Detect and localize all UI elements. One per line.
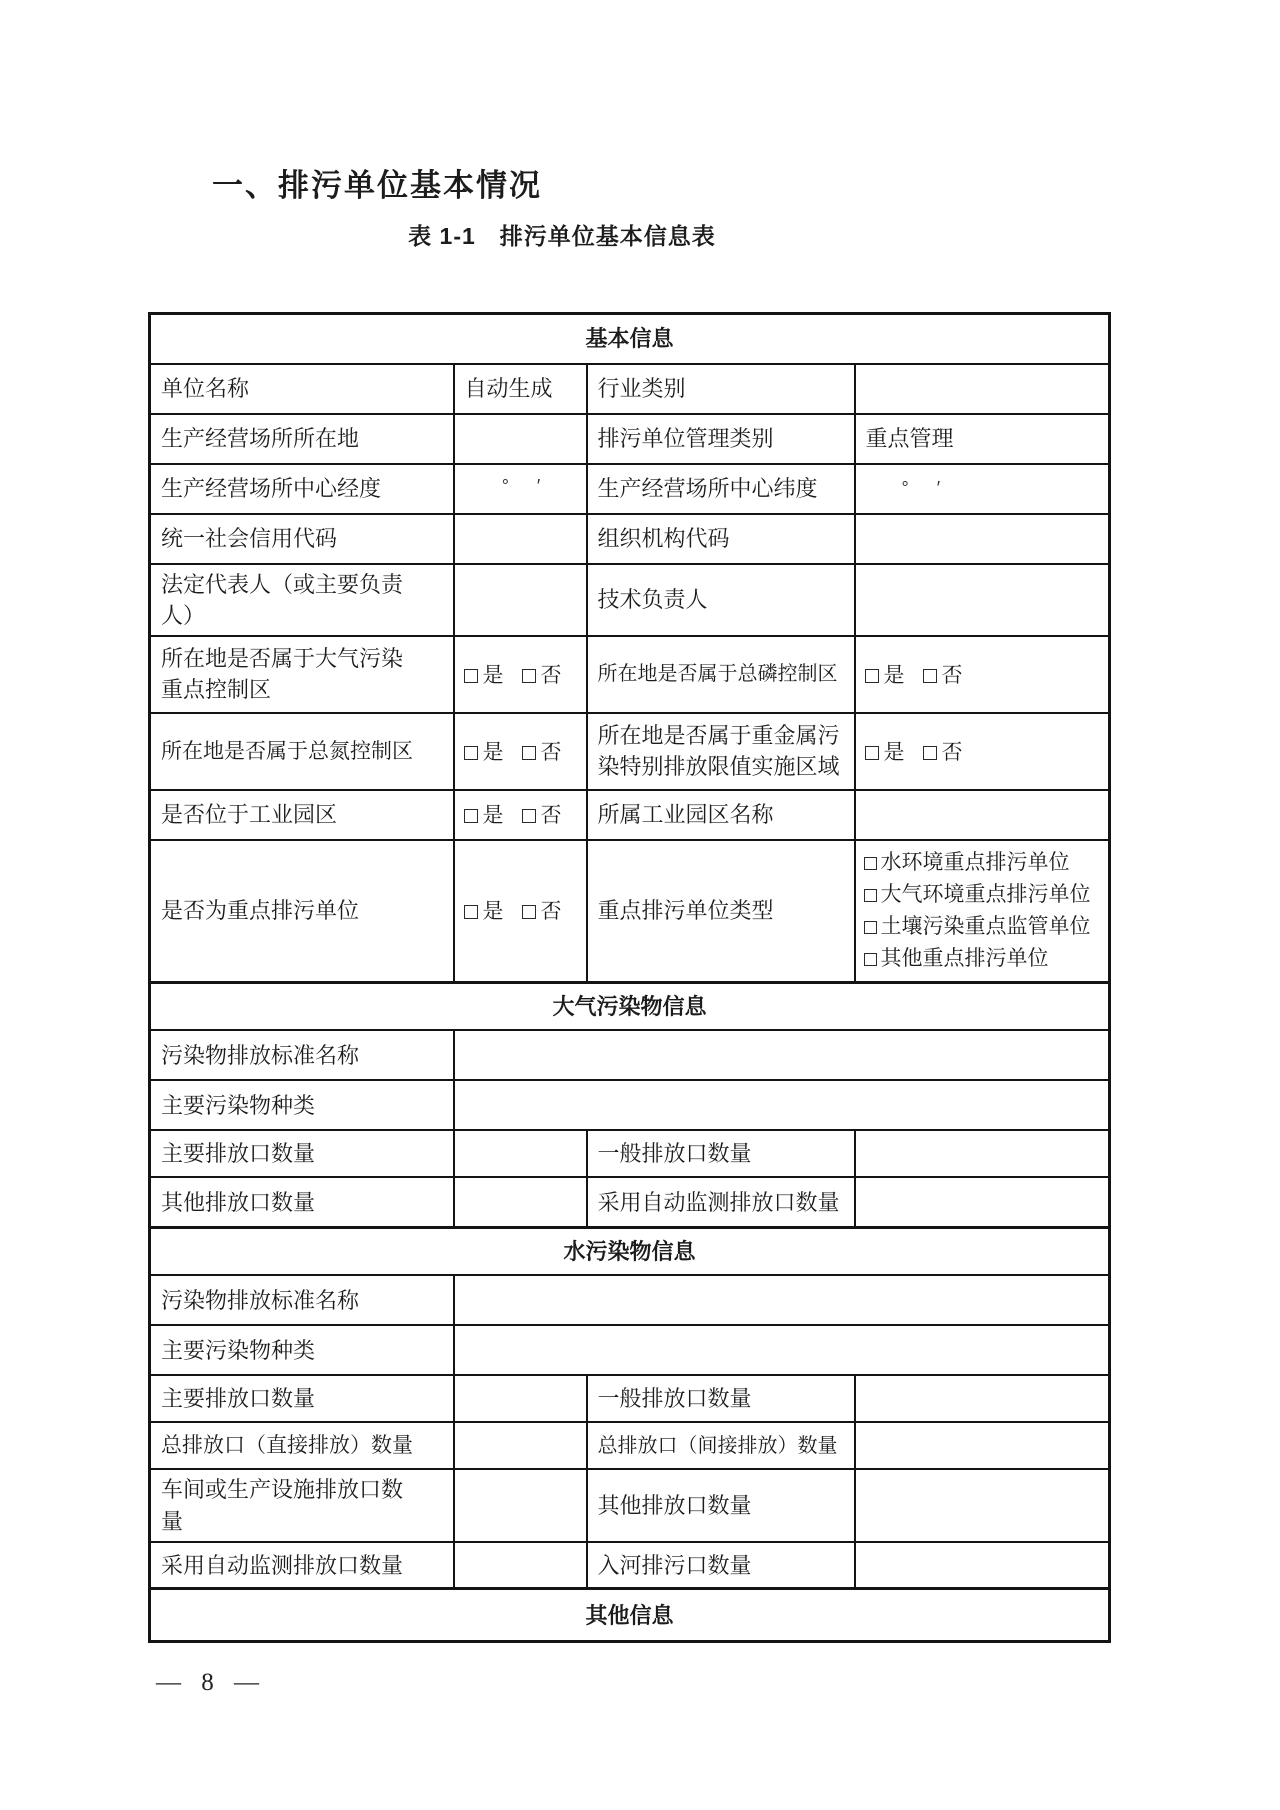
- value-water-river-outlet-count: [855, 1542, 1110, 1589]
- no-label: 否: [540, 804, 562, 828]
- yes-label: 是: [482, 663, 504, 687]
- value-center-latitude: [855, 464, 1110, 514]
- checkbox-yes-icon[interactable]: [464, 809, 478, 823]
- option-soil-key-unit: [864, 911, 1105, 943]
- label-water-auto-monitor-outlet-count: 采用自动监测排放口数量: [150, 1542, 454, 1589]
- value-water-main-pollutant-types: [454, 1325, 1110, 1375]
- degree-symbol: °: [501, 475, 509, 496]
- value-air-auto-monitor-outlet-count: [855, 1177, 1110, 1227]
- option-label: 土壤污染重点监管单位: [880, 914, 1091, 938]
- label-water-total-direct-count: 总排放口（直接排放）数量: [150, 1422, 454, 1469]
- label-industrial-park-name: 所属工业园区名称: [587, 790, 855, 840]
- label-heavy-metal-zone: 所在地是否属于重金属污染特别排放限值实施区域: [587, 713, 855, 790]
- checkbox-yes-icon[interactable]: [464, 669, 478, 683]
- table-row: [150, 1422, 1110, 1469]
- value-industrial-park-name: [855, 790, 1110, 840]
- label-org-code: 组织机构代码: [587, 514, 855, 564]
- label-legal-representative: 法定代表人（或主要负责人）: [150, 564, 454, 636]
- section-row-water: [150, 1227, 1110, 1275]
- no-label: 否: [540, 900, 562, 924]
- no-label: 否: [941, 740, 963, 764]
- value-org-code: [855, 514, 1110, 564]
- option-other-key-unit: [864, 943, 1105, 975]
- option-label: 水环境重点排污单位: [880, 850, 1070, 874]
- value-unit-name: 自动生成: [454, 364, 587, 414]
- table-row: [150, 364, 1110, 414]
- checkbox-yes-icon[interactable]: [865, 669, 879, 683]
- table-row: [150, 713, 1110, 790]
- checkbox-no-icon[interactable]: [522, 905, 536, 919]
- label-air-key-control-zone: 所在地是否属于大气污染重点控制区: [150, 636, 454, 713]
- table-caption: 表 1-1 排污单位基本信息表: [408, 223, 716, 249]
- label-center-longitude: 生产经营场所中心经度: [150, 464, 454, 514]
- value-technical-director: [855, 564, 1110, 636]
- label-business-location: 生产经营场所所在地: [150, 414, 454, 464]
- key-unit-type-options: [855, 840, 1110, 983]
- section-row-basic: [150, 314, 1110, 364]
- table-row: [150, 1030, 1110, 1080]
- label-water-workshop-outlet-count: 车间或生产设施排放口数量: [150, 1469, 454, 1541]
- label-air-main-pollutant-types: 主要污染物种类: [150, 1080, 454, 1130]
- yes-label: 是: [883, 740, 905, 764]
- value-air-main-outlet-count: [454, 1130, 587, 1177]
- label-center-latitude: 生产经营场所中心纬度: [587, 464, 855, 514]
- checkbox-icon[interactable]: [864, 889, 877, 902]
- page-title: 一、排污单位基本情况: [212, 168, 542, 203]
- table-row: [150, 514, 1110, 564]
- value-water-standard-name: [454, 1275, 1110, 1325]
- label-unit-name: 单位名称: [150, 364, 454, 414]
- option-label: 其他重点排污单位: [880, 946, 1049, 970]
- label-water-total-indirect-count: 总排放口（间接排放）数量: [587, 1422, 855, 1469]
- label-credit-code: 统一社会信用代码: [150, 514, 454, 564]
- table-row: [150, 1275, 1110, 1325]
- value-air-main-pollutant-types: [454, 1080, 1110, 1130]
- checkbox-no-icon[interactable]: [923, 746, 937, 760]
- value-management-category: 重点管理: [855, 414, 1110, 464]
- yesno-nitrogen-control-zone: [454, 713, 587, 790]
- table-row: [150, 840, 1110, 983]
- value-legal-representative: [454, 564, 587, 636]
- label-air-main-outlet-count: 主要排放口数量: [150, 1130, 454, 1177]
- label-water-general-outlet-count: 一般排放口数量: [587, 1375, 855, 1422]
- label-industry-category: 行业类别: [587, 364, 855, 414]
- value-air-other-outlet-count: [454, 1177, 587, 1227]
- value-center-longitude: [454, 464, 587, 514]
- table-row: [150, 1469, 1110, 1541]
- checkbox-yes-icon[interactable]: [865, 746, 879, 760]
- section-header-air: 大气污染物信息: [150, 982, 1110, 1030]
- table-row: [150, 790, 1110, 840]
- value-water-total-indirect-count: [855, 1422, 1110, 1469]
- yesno-in-industrial-park: [454, 790, 587, 840]
- checkbox-no-icon[interactable]: [522, 669, 536, 683]
- yes-label: 是: [482, 900, 504, 924]
- label-air-auto-monitor-outlet-count: 采用自动监测排放口数量: [587, 1177, 855, 1227]
- value-industry-category: [855, 364, 1110, 414]
- label-technical-director: 技术负责人: [587, 564, 855, 636]
- table-row: [150, 1325, 1110, 1375]
- value-water-workshop-outlet-count: [454, 1469, 587, 1541]
- label-air-standard-name: 污染物排放标准名称: [150, 1030, 454, 1080]
- label-air-general-outlet-count: 一般排放口数量: [587, 1130, 855, 1177]
- yesno-heavy-metal-zone: [855, 713, 1110, 790]
- table-row: [150, 1130, 1110, 1177]
- section-row-other: [150, 1589, 1110, 1642]
- checkbox-yes-icon[interactable]: [464, 746, 478, 760]
- label-water-main-pollutant-types: 主要污染物种类: [150, 1325, 454, 1375]
- checkbox-icon[interactable]: [864, 921, 877, 934]
- checkbox-no-icon[interactable]: [522, 809, 536, 823]
- yes-label: 是: [482, 740, 504, 764]
- table-row: [150, 1375, 1110, 1422]
- label-nitrogen-control-zone: 所在地是否属于总氮控制区: [150, 713, 454, 790]
- basic-info-table: [148, 312, 1111, 1643]
- label-is-key-unit: 是否为重点排污单位: [150, 840, 454, 983]
- table-row: [150, 1177, 1110, 1227]
- checkbox-yes-icon[interactable]: [464, 905, 478, 919]
- value-water-auto-monitor-outlet-count: [454, 1542, 587, 1589]
- no-label: 否: [540, 663, 562, 687]
- checkbox-icon[interactable]: [864, 953, 877, 966]
- table-row: [150, 1080, 1110, 1130]
- label-air-other-outlet-count: 其他排放口数量: [150, 1177, 454, 1227]
- value-water-other-outlet-count: [855, 1469, 1110, 1541]
- page-number: — 8 —: [156, 1669, 266, 1697]
- option-label: 大气环境重点排污单位: [880, 882, 1091, 906]
- minute-symbol: ′: [536, 475, 541, 496]
- value-water-main-outlet-count: [454, 1375, 587, 1422]
- table-row: [150, 414, 1110, 464]
- option-air-key-unit: [864, 879, 1105, 911]
- section-header-water: 水污染物信息: [150, 1227, 1110, 1275]
- table-row: [150, 636, 1110, 713]
- section-row-air: [150, 982, 1110, 1030]
- value-air-standard-name: [454, 1030, 1110, 1080]
- value-credit-code: [454, 514, 587, 564]
- degree-symbol: °: [901, 477, 909, 498]
- option-water-key-unit: [864, 847, 1105, 879]
- label-phosphorus-control-zone: 所在地是否属于总磷控制区: [587, 636, 855, 713]
- table-row: [150, 464, 1110, 514]
- yesno-is-key-unit: [454, 840, 587, 983]
- yes-label: 是: [482, 804, 504, 828]
- yesno-phosphorus-control-zone: [855, 636, 1110, 713]
- checkbox-icon[interactable]: [864, 857, 877, 870]
- table-row: [150, 1542, 1110, 1589]
- label-in-industrial-park: 是否位于工业园区: [150, 790, 454, 840]
- checkbox-no-icon[interactable]: [522, 746, 536, 760]
- label-water-river-outlet-count: 入河排污口数量: [587, 1542, 855, 1589]
- checkbox-no-icon[interactable]: [923, 669, 937, 683]
- no-label: 否: [540, 740, 562, 764]
- value-business-location: [454, 414, 587, 464]
- value-air-general-outlet-count: [855, 1130, 1110, 1177]
- table-row: [150, 564, 1110, 636]
- value-water-general-outlet-count: [855, 1375, 1110, 1422]
- section-header-basic: 基本信息: [150, 314, 1110, 364]
- no-label: 否: [941, 663, 963, 687]
- label-water-main-outlet-count: 主要排放口数量: [150, 1375, 454, 1422]
- label-key-unit-type: 重点排污单位类型: [587, 840, 855, 983]
- section-header-other: 其他信息: [150, 1589, 1110, 1642]
- yes-label: 是: [883, 663, 905, 687]
- yesno-air-key-control-zone: [454, 636, 587, 713]
- label-water-other-outlet-count: 其他排放口数量: [587, 1469, 855, 1541]
- minute-symbol: ′: [936, 477, 941, 498]
- label-management-category: 排污单位管理类别: [587, 414, 855, 464]
- value-water-total-direct-count: [454, 1422, 587, 1469]
- label-water-standard-name: 污染物排放标准名称: [150, 1275, 454, 1325]
